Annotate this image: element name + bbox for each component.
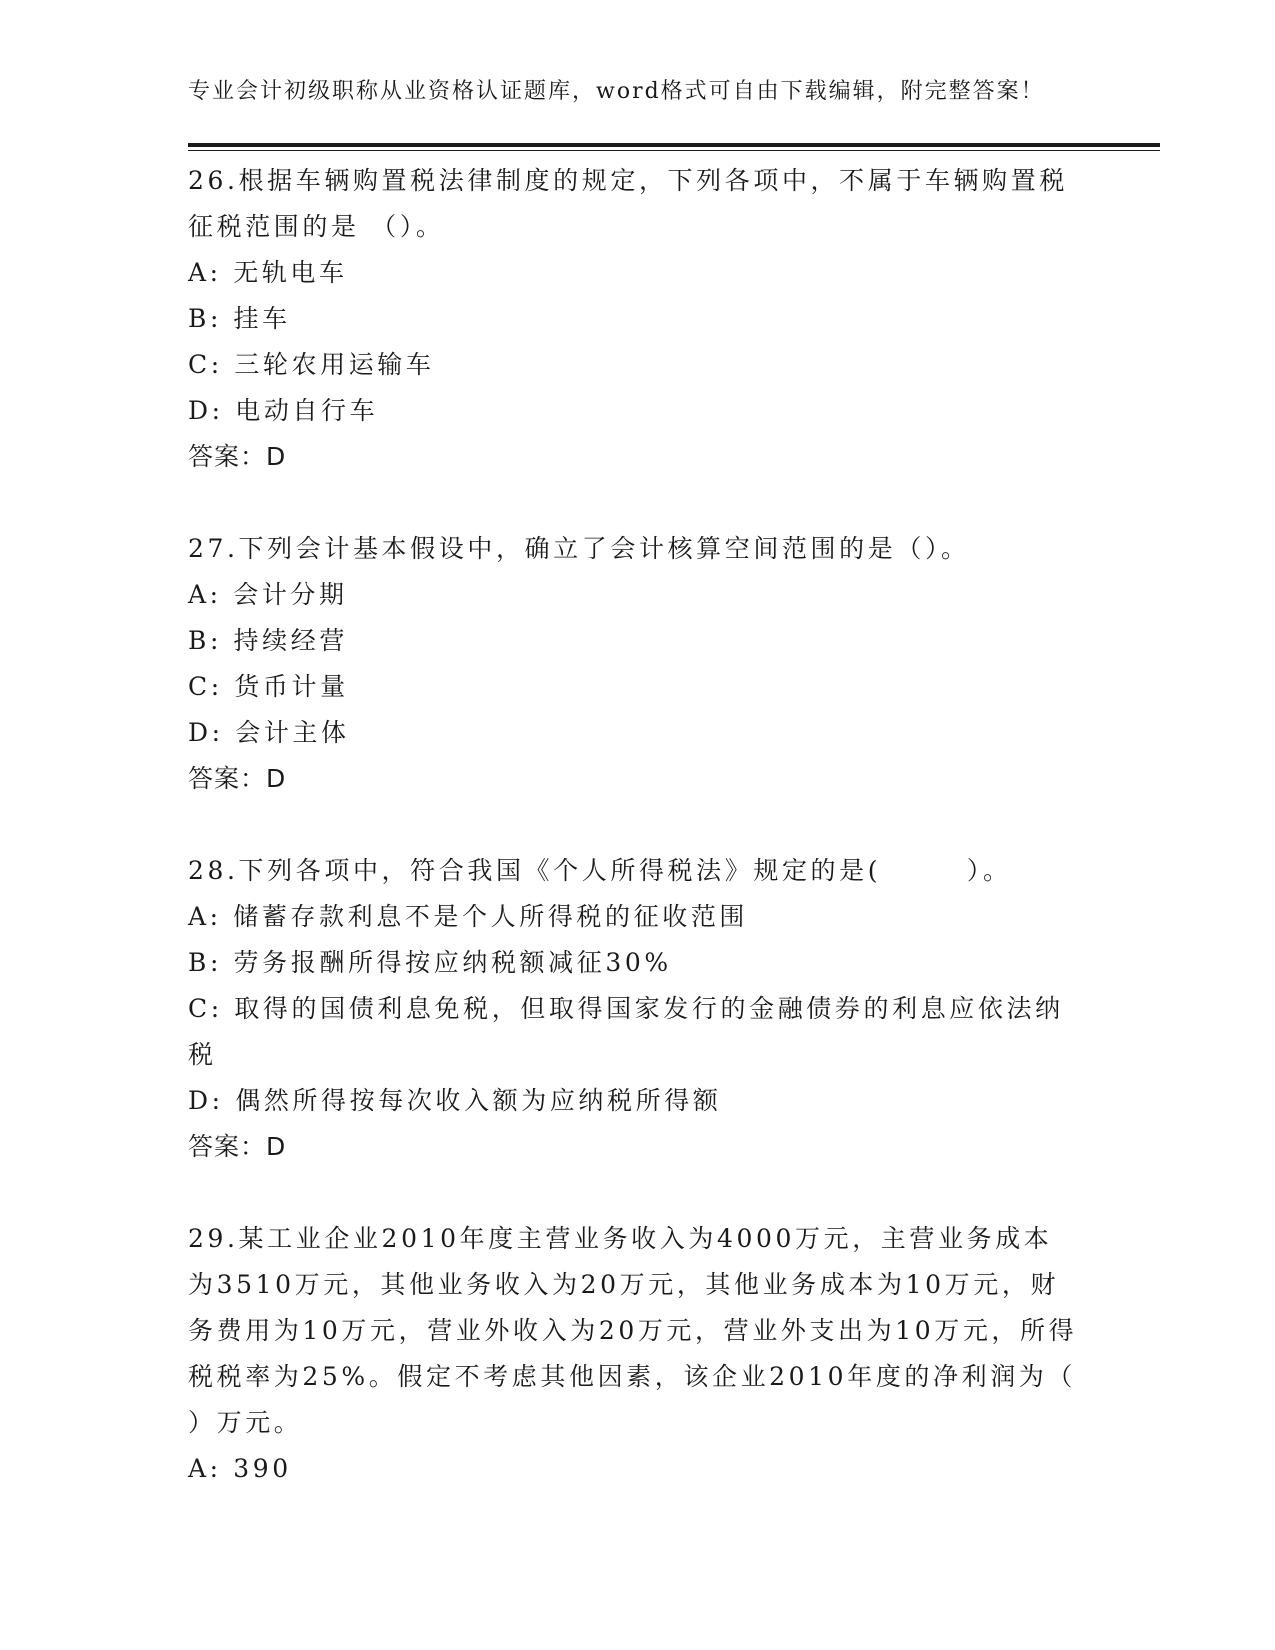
question-29 bbox=[188, 1216, 1078, 1492]
question-26 bbox=[188, 158, 1078, 480]
option-b: B: 劳务报酬所得按应纳税额减征30% bbox=[188, 948, 672, 977]
question-list bbox=[188, 158, 1078, 1538]
answer: 答案：D bbox=[188, 764, 287, 793]
page-header: 专业会计初级职称从业资格认证题库，word格式可自由下载编辑，附完整答案！ bbox=[188, 79, 1045, 104]
question-27 bbox=[188, 526, 1078, 802]
option-c: C: 货币计量 bbox=[188, 672, 349, 701]
question-stem: 26.根据车辆购置税法律制度的规定，下列各项中，不属于车辆购置税征税范围的是 （）。 bbox=[188, 166, 1068, 241]
option-a: A: 会计分期 bbox=[188, 580, 348, 609]
question-stem: 27.下列会计基本假设中，确立了会计核算空间范围的是（）。 bbox=[188, 534, 970, 563]
answer: 答案：D bbox=[188, 1132, 287, 1161]
option-d: D: 偶然所得按每次收入额为应纳税所得额 bbox=[188, 1086, 722, 1115]
question-28 bbox=[188, 848, 1078, 1170]
option-a: A: 无轨电车 bbox=[188, 258, 348, 287]
question-stem: 29.某工业企业2010年度主营业务收入为4000万元，主营业务成本为3510万元，其他业务收入为20万元，其他业务成本为10万元，财务费用为10万元，营业外收入为20万元，营业外支出为10万元，所得税税率为25%。假定不考虑其他因素，该企业2010年度的净利润为（ ）万元。 bbox=[188, 1224, 1078, 1437]
option-b: B: 持续经营 bbox=[188, 626, 348, 655]
option-c: C: 取得的国债利息免税，但取得国家发行的金融债券的利息应依法纳税 bbox=[188, 994, 1064, 1069]
option-c: C: 三轮农用运输车 bbox=[188, 350, 435, 379]
option-b: B: 挂车 bbox=[188, 304, 291, 333]
answer: 答案：D bbox=[188, 442, 287, 471]
header-rule-thick bbox=[188, 143, 1160, 147]
question-stem: 28.下列各项中，符合我国《个人所得税法》规定的是( ）。 bbox=[188, 856, 1012, 885]
option-d: D: 电动自行车 bbox=[188, 396, 379, 425]
option-a: A: 390 bbox=[188, 1454, 292, 1483]
header-rule-thin bbox=[188, 150, 1160, 151]
option-d: D: 会计主体 bbox=[188, 718, 350, 747]
option-a: A: 储蓄存款利息不是个人所得税的征收范围 bbox=[188, 902, 749, 931]
